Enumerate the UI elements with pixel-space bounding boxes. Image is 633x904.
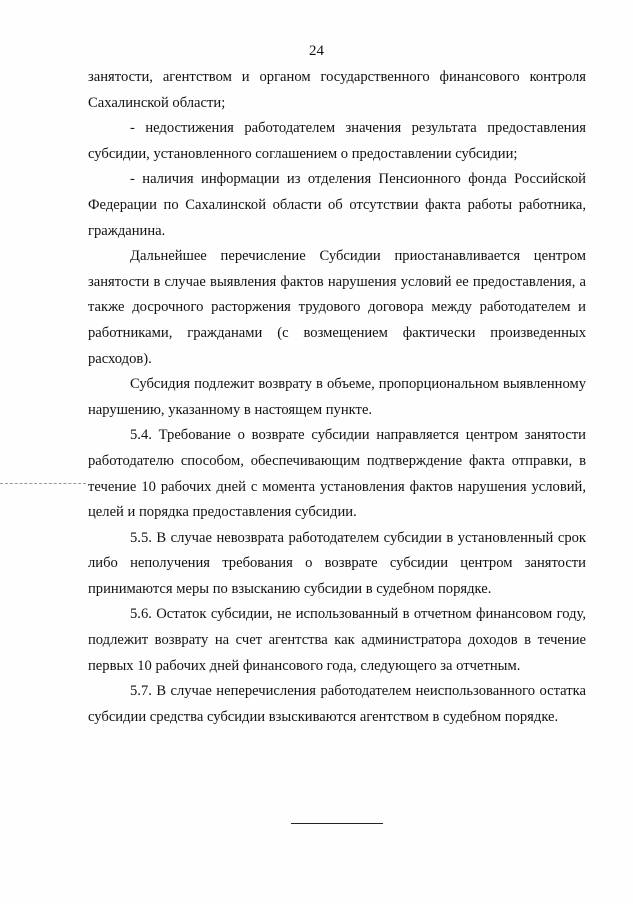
paragraph-5-7: 5.7. В случае неперечисления работодателем неиспользованного остатка субсидии средства субсидии взыскиваются агентством в судебном порядке. bbox=[88, 683, 586, 725]
paragraph-suspension: Дальнейшее перечисление Субсидии приостанавливается центром занятости в случае выявления фактов нарушения условий ее предоставления, а также досрочного расторжения трудового договора между работодателем и работниками, гражданами (с возмещением фактически произведенных расходов). bbox=[88, 248, 586, 367]
document-body bbox=[88, 65, 586, 730]
paragraph-5-4: 5.4. Требование о возврате субсидии направляется центром занятости работодателю способом, обеспечивающим подтверждение факта отправки, в течение 10 рабочих дней с момента установления фактов нарушения условий, целей и порядка предоставления субсидии. bbox=[88, 427, 586, 521]
paragraph-continuation: занятости, агентством и органом государственного финансового контроля Сахалинской области; bbox=[88, 69, 586, 111]
paragraph-refund-proportional: Субсидия подлежит возврату в объеме, пропорциональном выявленному нарушению, указанному в настоящем пункте. bbox=[88, 376, 586, 418]
paragraph-bullet-result: - недостижения работодателем значения результата предоставления субсидии, установленного соглашением о предоставлении субсидии; bbox=[88, 120, 586, 162]
paragraph-bullet-pension-fund: - наличия информации из отделения Пенсионного фонда Российской Федерации по Сахалинской области об отсутствии факта работы работника, гражданина. bbox=[88, 171, 586, 239]
scan-edge-mark bbox=[0, 483, 86, 484]
paragraph-5-5: 5.5. В случае невозврата работодателем субсидии в установленный срок либо неполучения требования о возврате субсидии центром занятости принимаются меры по взысканию субсидии в судебном порядке. bbox=[88, 529, 586, 597]
page-number: 24 bbox=[309, 43, 324, 59]
end-of-text-rule bbox=[291, 823, 383, 824]
paragraph-5-6: 5.6. Остаток субсидии, не использованный в отчетном финансовом году, подлежит возврату на счет агентства как администратора доходов в течение первых 10 рабочих дней финансового года, следующего за отчетным. bbox=[88, 606, 586, 674]
